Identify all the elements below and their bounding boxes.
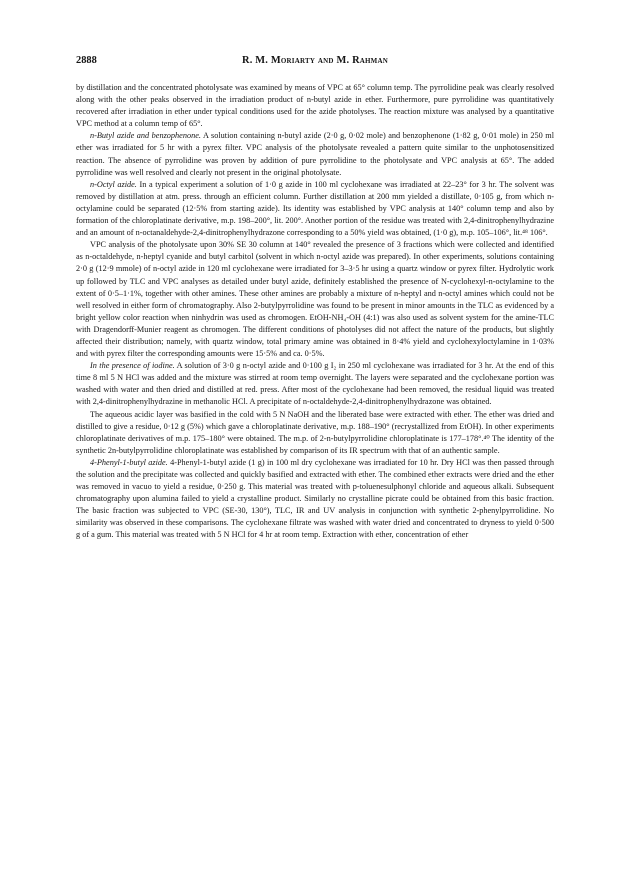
paragraph-pyrrolidine-check — [76, 82, 554, 130]
running-header — [76, 55, 554, 71]
paragraph-aqueous-layer — [76, 409, 554, 457]
paragraph-text: 4-Phenyl-1-butyl azide (1 g) in 100 ml dry cyclohexane was irradiated for 10 hr. Dry HCl was then passed through the solution and the precipitate was collected and quickly basified and extracted with ether. The combined ether extracts were dried and the ether was removed in vacuo to yield a residue, 0·250 g. This material was treated with p-toluenesulphonyl chloride and aqueous alkali. Subsequent chromatography upon alumina failed to yield a crystalline product. Similarly no crystalline picrate could be obtained from this basic fraction. The basic fraction was subjected to VPC (SE-30, 130°), TLC, IR and UV analysis in conjunction with synthetic 2-phenylpyrrolidine. No similarity was observed in these comparisons. The cyclohexane filtrate was washed with water dried and concentrated to dryness to yield 0·500 g of a gum. This material was treated with 5 N HCl for 4 hr at room temp. Extraction with ether, concentration of ether — [76, 457, 554, 540]
page-number: 2888 — [76, 55, 97, 66]
paragraph-lead: n-Octyl azide. — [90, 179, 137, 189]
running-head-authors: R. M. Moriarty and M. Rahman — [241, 55, 388, 66]
paragraph-lead: n-Butyl azide and benzophenone. — [90, 131, 201, 141]
paragraph-iodine — [76, 360, 554, 408]
paragraph-text: In a typical experiment a solution of 1·0 g azide in 100 ml cyclohexane was irradiated at 22–23° for 3 hr. The solvent was removed by distillation at atm. press. through an efficient column. Further distillation at 200 mm yielded a distillate, 0·105 g, from which n-octylamine could be separated (12·5% from starting azide). Its identity was established by VPC analysis at 140° column temp and also by formation of the chloroplatinate derivative, m.p. 198–200°, lit. 200°. Another portion of the residue was treated with 2,4-dinitrophenylhydrazine and an amount of n-octanaldehyde-2,4-dinitrophenylhydrazone corresponding to a 50% yield was obtained, (1·0 g), m.p. 105–106°, lit.⁴⁸ 106°. — [76, 179, 555, 238]
paragraph-text: VPC analysis of the photolysate upon 30% SE 30 column at 140° revealed the presence of 3 fractions which were collected and identified as n-octaldehyde, n-heptyl cyanide and butyl carbitol (solvent in which n-octyl azide was prepared). In other experiments, solutions containing 2·0 g (12·9 mmole) of n-octyl azide in 120 ml cyclohexane were irradiated for 3–3·5 hr using a quartz window or pyrex filter. Hydrolytic work up followed by TLC and VPC analyses as detailed under butyl azide, definitely established the presence of N-cyclohexyl-n-octylamine to the extent of 0·5–1·1%, together with other amines. These other amines are probably a mixture of n-heptyl and n-octyl amines which could not be well resolved in either form of chromatography. Also 2-butylpyrrolidine was found to be present in minor amounts in the TLC as evidenced by a bright yellow color reaction when ninhydrin was used as chromogen. EtOH-NH₄-OH (4:1) was also used as solvent system for the amine-TLC with Dragendorff-Munier reagent as chromogen. The different conditions of photolyses did not affect the nature of the products, but slightly affected their distribution; namely, with quartz window, total primary amine was obtained in 8·4% yield and cyclohexyloctylamine in 1·03% and with pyrex filter the corresponding amounts were 15·5% and ca. 0·5%. — [76, 240, 554, 359]
paragraph-text: The aqueous acidic layer was basified in the cold with 5 N NaOH and the liberated base were extracted with ether. The ether was dried and distilled to give a residue, 0·12 g (5%) which gave a chloroplatinate derivative, m.p. 188–190° (recrystallized from EtOH). In other experiments chloroplatinate derivatives of m.p. 175–180° were obtained. The m.p. of 2-n-butylpyrrolidine chloroplatinate is 177–178°.⁴⁰ The identity of the synthetic 2n-butylpyrrolidine chloroplatinate was established by comparison of its IR spectrum with that of an authentic sample. — [76, 409, 554, 455]
paragraph-lead: In the presence of iodine. — [90, 361, 175, 371]
paragraph-vpc-analysis — [76, 239, 554, 360]
paragraph-octyl-azide — [76, 179, 554, 239]
paragraph-text: A solution of 3·0 g n-octyl azide and 0·100 g I₂ in 250 ml cyclohexane was irradiated for 3 hr. At the end of this time 8 ml 5 N HCl was added and the mixture was stirred at room temp overnight. The layers were separated and the cyclohexane portion was washed with water and then dried and distilled at red. press. After most of the cyclohexane had been removed, the residual liquid was treated with 2,4-dinitrophenylhydrazine in methanolic HCl. A precipitate of n-octaldehyde-2,4-dinitrophenylhydrazone was obtained. — [76, 361, 554, 407]
paragraph-lead: 4-Phenyl-1-butyl azide. — [90, 457, 168, 467]
paragraph-phenylbutyl-azide — [76, 457, 554, 542]
paragraph-text: A solution containing n-butyl azide (2·0 g, 0·02 mole) and benzophenone (1·82 g, 0·01 mole) in 250 ml ether was irradiated for 5 hr with a pyrex filter. VPC analysis of the photolysate revealed a pattern quite similar to the unphotosensitized reaction. The absence of pyrrolidine was proven by addition of pure pyrrolidine to the photolysate and VPC analysis at 65°. The added pyrrolidine was well resolved and clearly not present in the original photolysate. — [76, 131, 554, 177]
body-text — [76, 82, 554, 542]
paragraph-text: by distillation and the concentrated photolysate was examined by means of VPC at 65° column temp. The pyrrolidine peak was clearly resolved along with the other peaks observed in the irradiation product of n-butyl azide in ether. Furthermore, pure pyrrolidine was quantitatively recovered after irradiation in ether under typical conditions used for the azide photolyses. The reaction mixture was analysed by a quantitative VPC method at a column temp of 65°. — [76, 83, 554, 129]
paragraph-butyl-benzophenone — [76, 130, 554, 178]
